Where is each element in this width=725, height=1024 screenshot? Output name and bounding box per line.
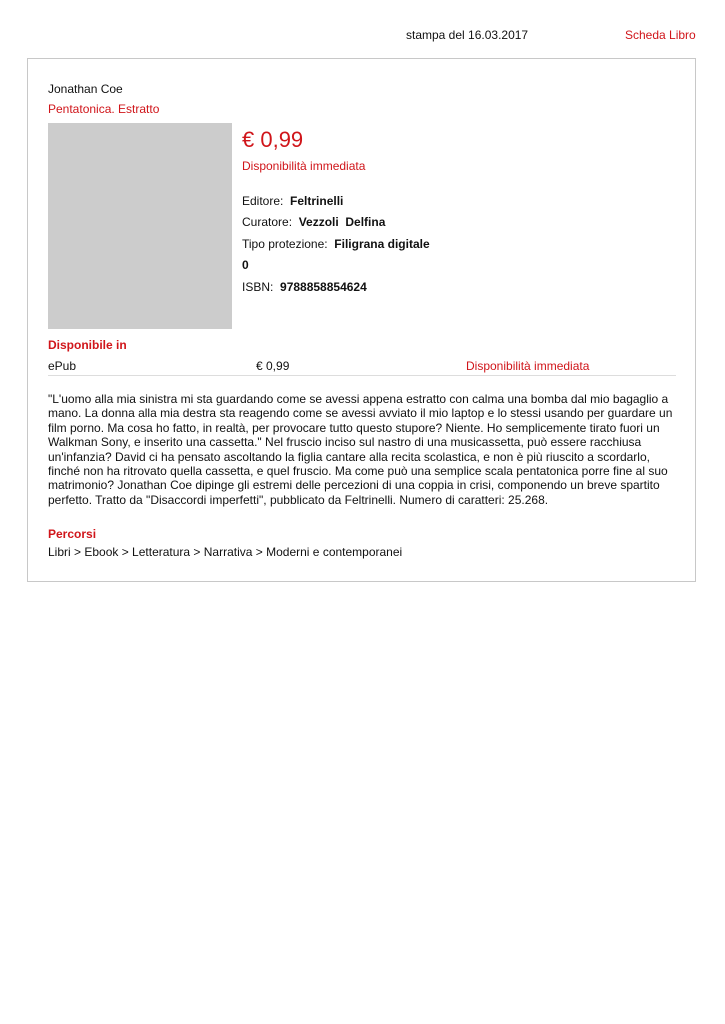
- print-date: stampa del 16.03.2017: [406, 28, 529, 42]
- book-cover-placeholder: [48, 123, 232, 329]
- book-author: Jonathan Coe: [48, 82, 123, 96]
- publisher-row: [242, 194, 343, 209]
- publisher-value: Feltrinelli: [290, 194, 344, 208]
- protection-label: Tipo protezione:: [242, 237, 328, 251]
- book-description: "L'uomo alla mia sinistra mi sta guardando come se avessi appena estratto con calma una bomba dal mio bagaglio a mano. La donna alla mia destra sta reagendo come se avessi avviato il mio laptop e lo stessi usando per guardare un film porno. Ma cosa ho fatto, in realtà, per provocare tutto questo stupore? Niente. Ho semplicemente tirato fuori un Walkman Sony, e inserito una cassetta." Nel fruscio inciso sul nastro di una musicassetta, può essere racchiusa un'infanzia? David ci ha pensato ascoltando la figlia cantare alla recita scolastica, e non è più riuscito a scordarlo, finché non ha ritrovato quella cassetta, e quel fruscio. Ma come può una semplice scala pentatonica porre fine al suo matrimonio? Jonathan Coe dipinge gli estremi delle percezioni di una coppia in crisi, componendo un breve spartito perfetto. Tratto da "Disaccordi imperfetti", pubblicato da Feltrinelli. Numero di caratteri: 25.268.: [48, 392, 673, 507]
- format-availability: Disponibilità immediata: [466, 359, 590, 373]
- isbn-value: 9788858854624: [280, 280, 367, 294]
- curator-row: [242, 215, 385, 230]
- extra-row: [242, 258, 249, 273]
- availability-status: Disponibilità immediata: [242, 159, 366, 173]
- formats-heading: Disponibile in: [48, 338, 127, 352]
- format-price: € 0,99: [256, 359, 290, 373]
- scheda-libro-link[interactable]: Scheda Libro: [625, 28, 696, 42]
- extra-value: 0: [242, 258, 249, 272]
- category-breadcrumb: Libri > Ebook > Letteratura > Narrativa > Moderni e contemporanei: [48, 545, 403, 559]
- book-title[interactable]: Pentatonica. Estratto: [48, 102, 160, 116]
- curator-value: Vezzoli Delfina: [298, 215, 386, 229]
- percorsi-heading: Percorsi: [48, 527, 97, 541]
- format-name: ePub: [48, 359, 77, 373]
- isbn-label: ISBN:: [242, 280, 274, 294]
- isbn-row: [242, 280, 367, 295]
- book-price: € 0,99: [242, 127, 304, 152]
- protection-row: [242, 237, 430, 252]
- format-row: [48, 358, 676, 376]
- protection-value: Filigrana digitale: [334, 237, 430, 251]
- publisher-label: Editore:: [242, 194, 284, 208]
- curator-label: Curatore:: [242, 215, 293, 229]
